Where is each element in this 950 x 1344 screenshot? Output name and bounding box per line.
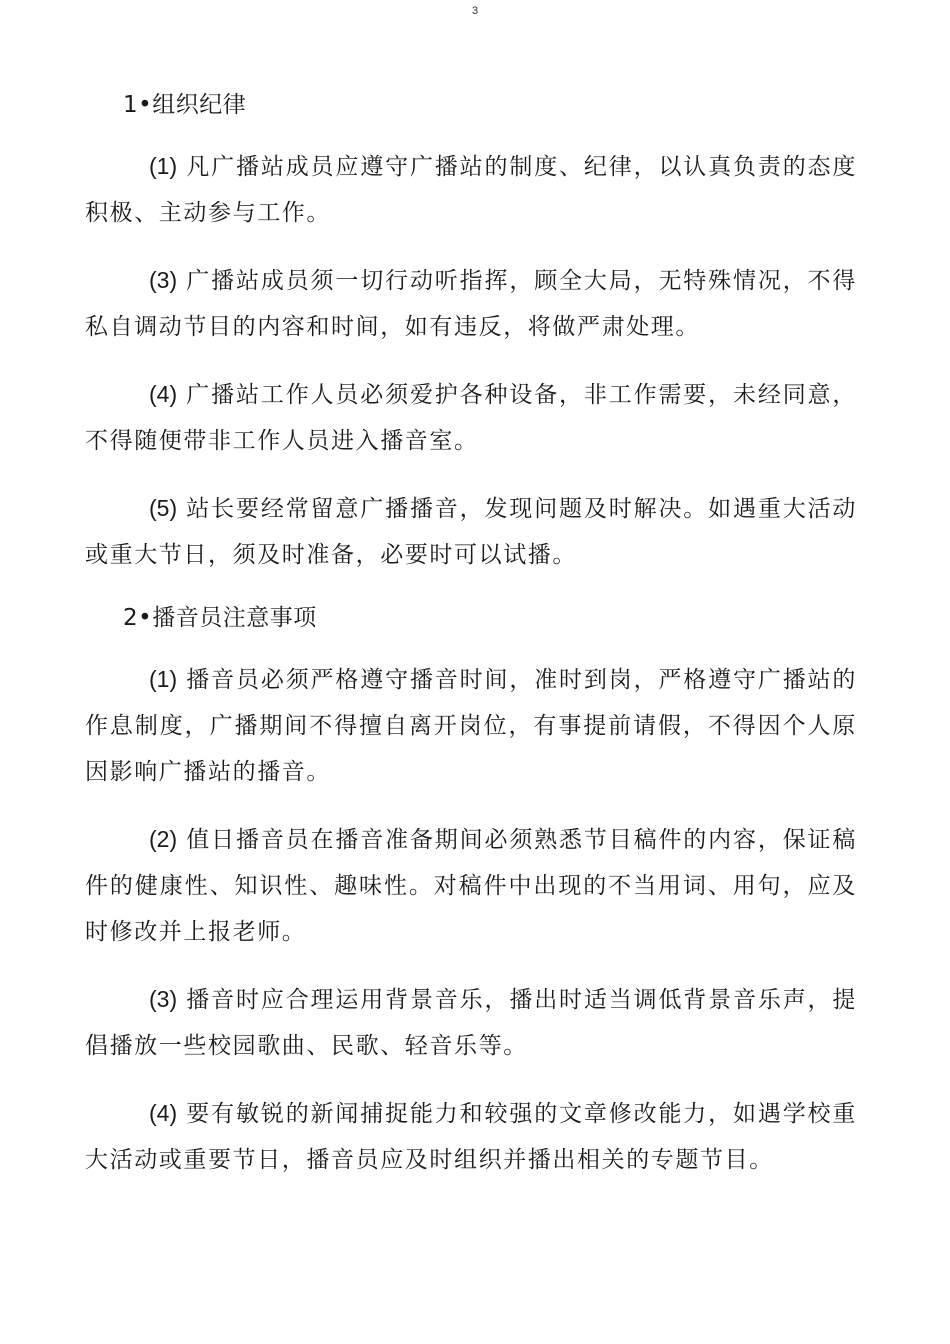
item-number: (5): [149, 495, 178, 521]
page-number: 3: [471, 5, 479, 17]
paragraph: [85, 1090, 857, 1183]
paragraph-text: 广播站工作人员必须爱护各种设备，非工作需要，未经同意，不得随便带非工作人员进入播音室。: [85, 382, 857, 454]
paragraph: [85, 656, 857, 795]
paragraph-text: 站长要经常留意广播播音，发现问题及时解决。如遇重大活动或重大节日，须及时准备，必要时可以试播。: [85, 496, 857, 568]
item-number: (4): [149, 381, 178, 407]
paragraph: [85, 143, 857, 236]
paragraph: [85, 816, 857, 955]
document-body: [85, 86, 857, 1204]
paragraph-text: 播音时应合理运用背景音乐，播出时适当调低背景音乐声，提倡播放一些校园歌曲、民歌、轻音乐等。: [85, 987, 857, 1059]
item-number: (1): [149, 666, 178, 692]
paragraph-text: 播音员必须严格遵守播音时间，准时到岗，严格遵守广播站的作息制度，广播期间不得擅自离开岗位，有事提前请假，不得因个人原因影响广播站的播音。: [85, 667, 857, 785]
paragraph: [85, 257, 857, 350]
item-number: (1): [149, 153, 178, 179]
paragraph-text: 值日播音员在播音准备期间必须熟悉节目稿件的内容，保证稿件的健康性、知识性、趣味性。对稿件中出现的不当用词、用句，应及时修改并上报老师。: [85, 827, 857, 945]
item-number: (3): [149, 986, 178, 1012]
paragraph-text: 要有敏锐的新闻捕捉能力和较强的文章修改能力，如遇学校重大活动或重要节日，播音员应及时组织并播出相关的专题节目。: [85, 1101, 857, 1173]
item-number: (3): [149, 267, 178, 293]
paragraph: [85, 485, 857, 578]
paragraph-text: 凡广播站成员应遵守广播站的制度、纪律，以认真负责的态度积极、主动参与工作。: [85, 154, 857, 226]
section-heading-announcer-notes: 2•播音员注意事项: [123, 605, 317, 631]
paragraph: [85, 371, 857, 464]
paragraph: [85, 976, 857, 1069]
item-number: (4): [149, 1100, 178, 1126]
item-number: (2): [149, 826, 178, 852]
section-heading-discipline: 1•组织纪律: [123, 92, 247, 118]
paragraph-text: 广播站成员须一切行动听指挥，顾全大局，无特殊情况，不得私自调动节目的内容和时间，如有违反，将做严肃处理。: [85, 268, 857, 340]
